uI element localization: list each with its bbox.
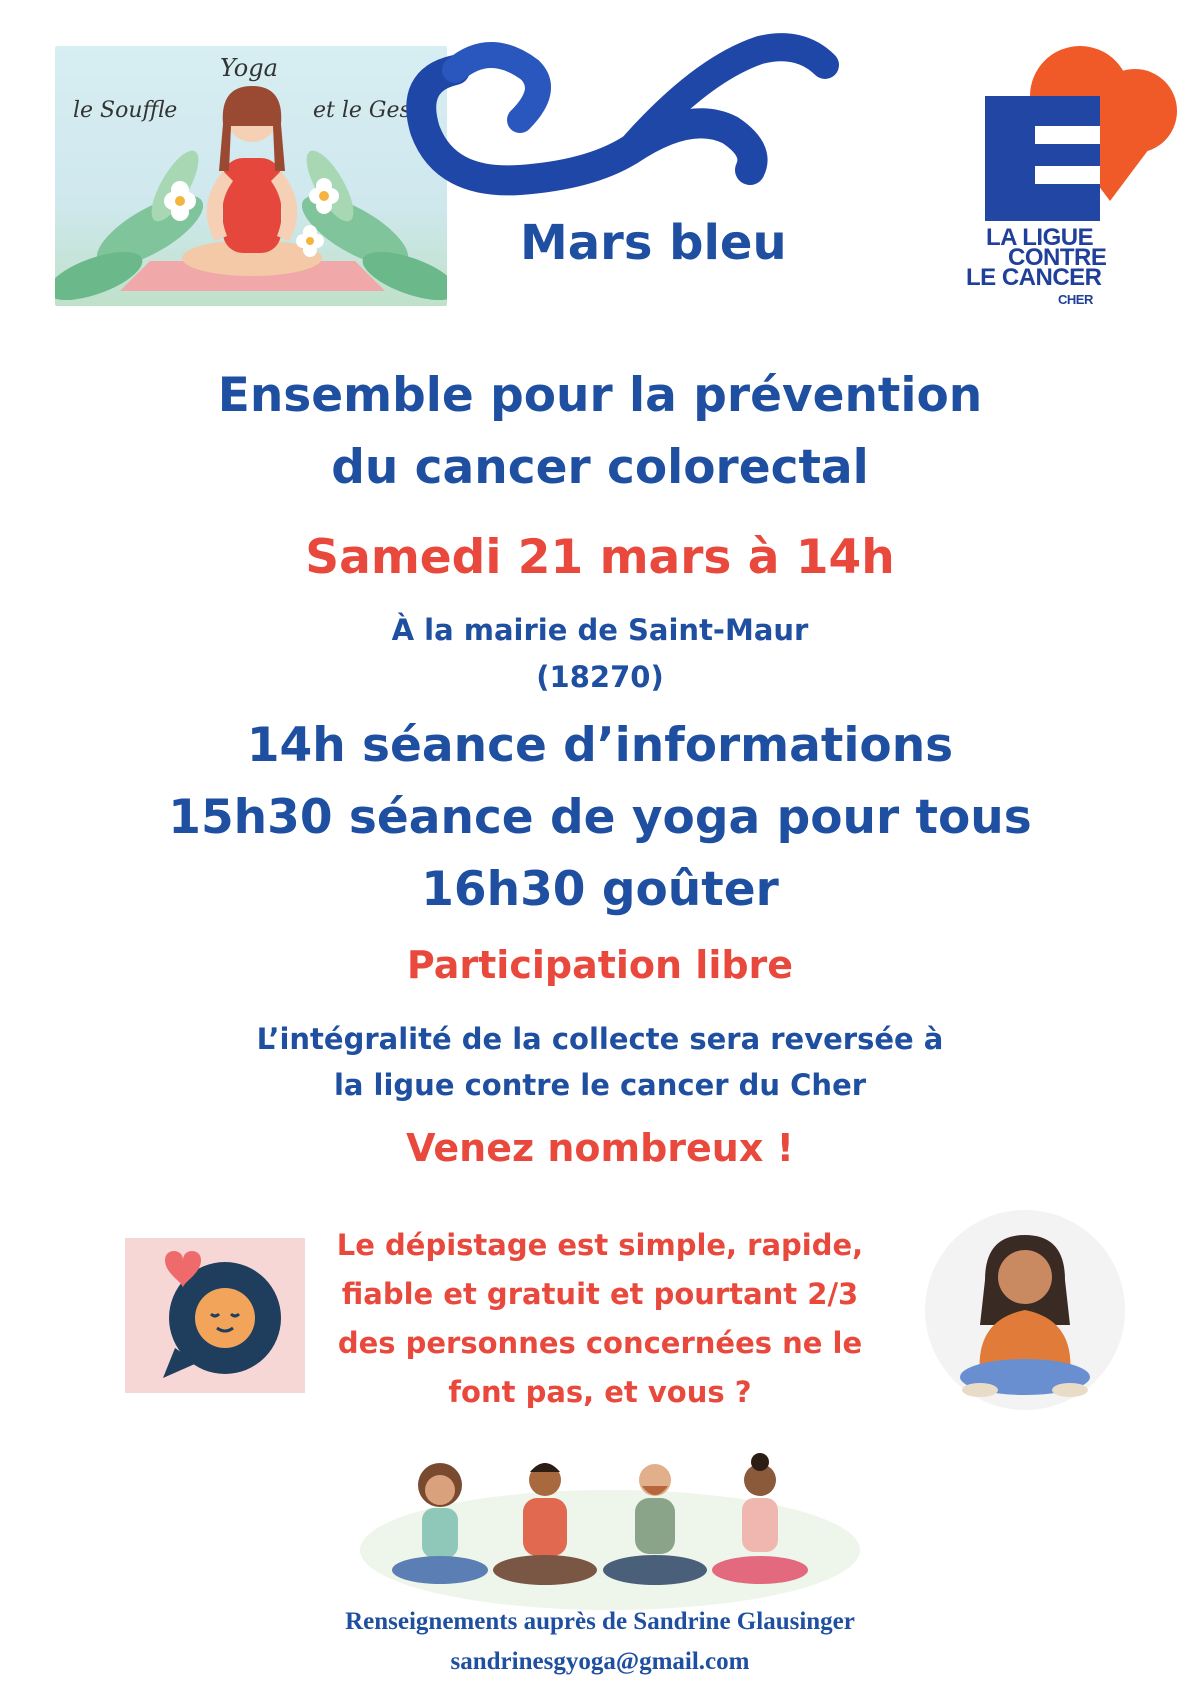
contact-name: Renseignements auprès de Sandrine Glausinger (345, 1608, 855, 1635)
event-date: Samedi 21 mars à 14h (305, 530, 895, 585)
event-location: À la mairie de Saint-Maur (391, 613, 809, 647)
seated-woman-illustration (925, 1205, 1125, 1415)
headline-line-2: du cancer colorectal (331, 440, 869, 495)
participation-label: Participation libre (406, 943, 794, 987)
banner-yoga-script: Yoga (220, 54, 278, 82)
yoga-banner-image (55, 46, 447, 306)
call-to-action: Venez nombreux ! (406, 1126, 794, 1170)
screening-line-2: fiable et gratuit et pourtant 2/3 (341, 1277, 859, 1311)
page-title: Mars bleu (520, 215, 787, 271)
logo-region: CHER (1058, 292, 1093, 307)
ligue-contre-le-cancer-logo (966, 26, 1180, 316)
headline-line-1: Ensemble pour la prévention (217, 368, 983, 423)
program-item-2: 15h30 séance de yoga pour tous (168, 790, 1032, 845)
screening-line-1: Le dépistage est simple, rapide, (336, 1228, 864, 1262)
screening-line-4: font pas, et vous ? (448, 1375, 752, 1409)
screening-line-3: des personnes concernées ne le (337, 1326, 863, 1360)
logo-line-2: CONTRE (1008, 244, 1107, 271)
event-postcode: (18270) (536, 660, 664, 694)
banner-left-script: le Souffle (73, 98, 178, 123)
collect-line-2: la ligue contre le cancer du Cher (333, 1068, 867, 1102)
blue-ribbon-icon (400, 10, 840, 230)
program-item-1: 14h séance d’informations (246, 718, 954, 773)
logo-line-3: LE CANCER (966, 264, 1102, 291)
logo-line-1: LA LIGUE (986, 224, 1094, 251)
group-yoga-illustration (350, 1440, 870, 1615)
program-item-3: 16h30 goûter (421, 862, 779, 917)
meditating-woman-illustration (55, 46, 447, 306)
banner-right-script: et le Geste (313, 98, 433, 123)
collect-line-1: L’intégralité de la collecte sera reversée à (256, 1022, 944, 1056)
contact-email[interactable]: sandrinesgyoga@gmail.com (450, 1648, 750, 1675)
